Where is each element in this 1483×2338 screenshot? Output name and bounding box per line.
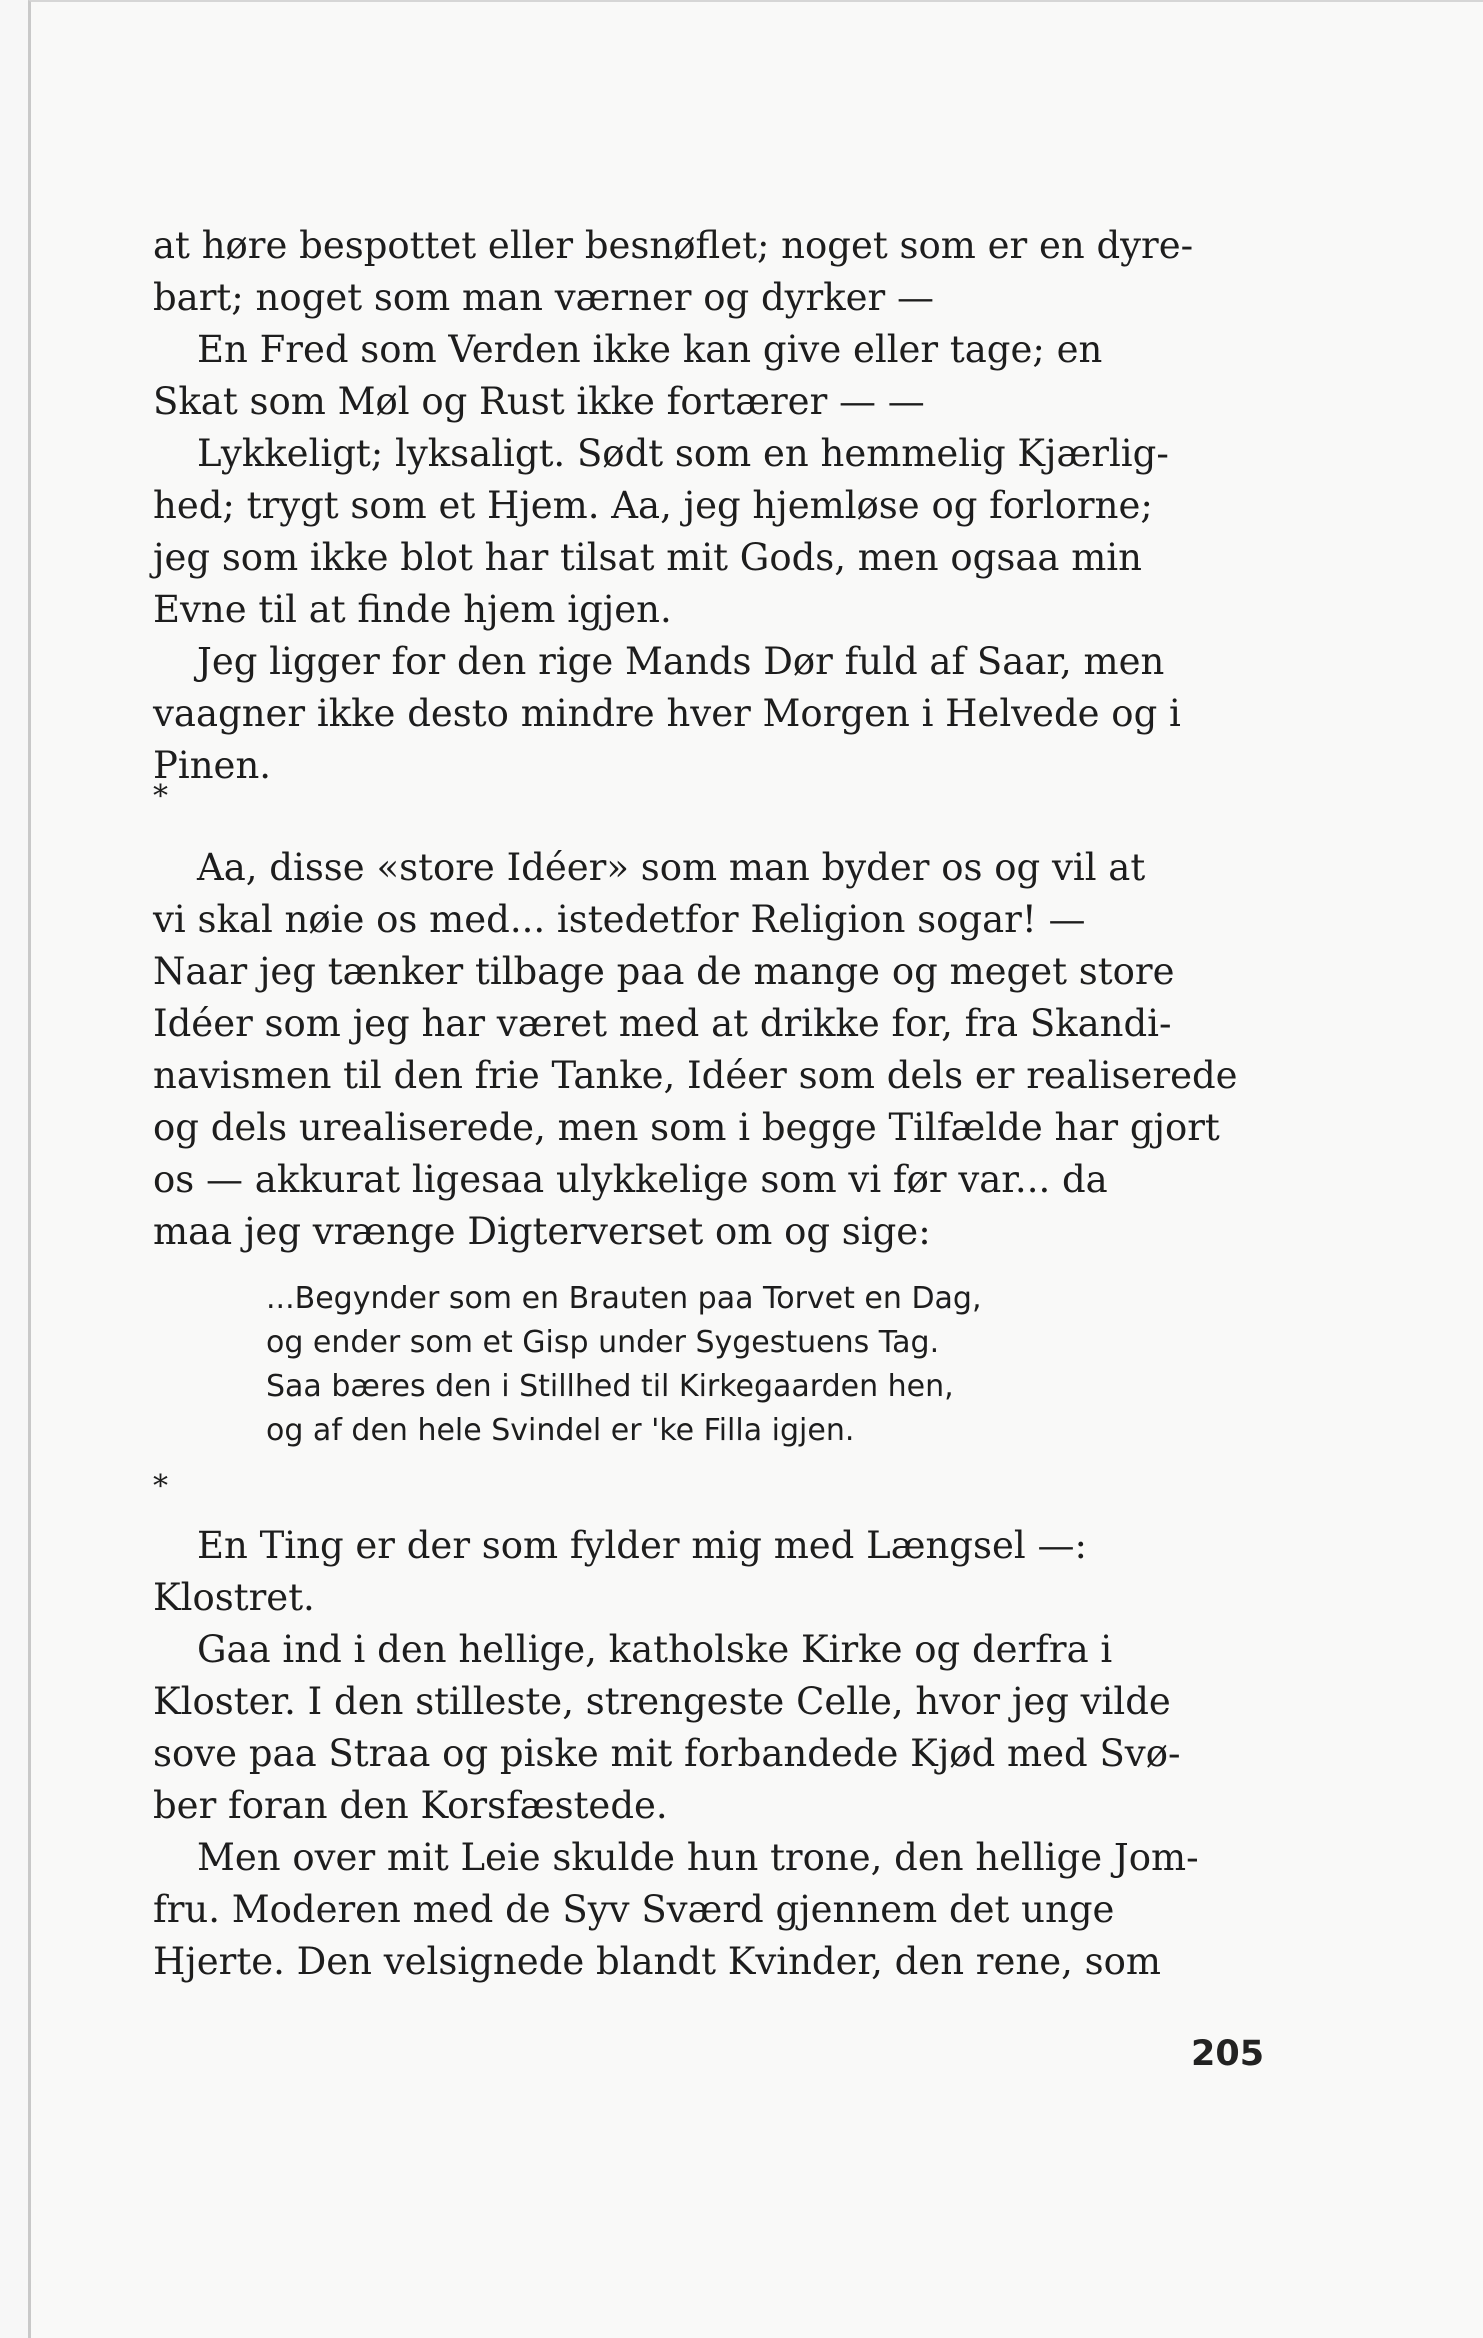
text-line: navismen til den frie Tanke, Idéer som dels er realiserede (153, 1054, 1238, 1097)
text-line: at høre bespottet eller besnøflet; noget som er en dyre- (153, 224, 1194, 267)
text-line: Klostret. (153, 1576, 315, 1619)
asterisk-separator: * (153, 779, 168, 814)
text-line: Idéer som jeg har været med at drikke for, fra Skandi- (153, 1002, 1172, 1045)
text-line: hed; trygt som et Hjem. Aa, jeg hjemløse og forlorne; (153, 484, 1153, 527)
text-line: fru. Moderen med de Syv Sværd gjennem det unge (153, 1888, 1115, 1931)
verse-line: og ender som et Gisp under Sygestuens Tag. (266, 1325, 940, 1360)
text-line: Lykkeligt; lyksaligt. Sødt som en hemmelig Kjærlig- (197, 432, 1169, 475)
text-line: Gaa ind i den hellige, katholske Kirke og derfra i (197, 1628, 1113, 1671)
text-line: bart; noget som man værner og dyrker — (153, 276, 934, 319)
paragraph-group-3 (153, 1520, 1263, 1988)
text-line: Aa, disse «store Idéer» som man byder os og vil at (197, 846, 1146, 889)
text-line: Skat som Møl og Rust ikke fortærer — — (153, 380, 925, 423)
book-page (28, 0, 1483, 2338)
text-line: Pinen. (153, 744, 272, 787)
text-line: og dels urealiserede, men som i begge Tilfælde har gjort (153, 1106, 1220, 1149)
text-line: Hjerte. Den velsignede blandt Kvinder, den rene, som (153, 1940, 1161, 1983)
section-separator (153, 1469, 1263, 1504)
text-line: En Fred som Verden ikke kan give eller tage; en (197, 328, 1103, 371)
verse-line: ...Begynder som en Brauten paa Torvet en Dag, (266, 1281, 982, 1316)
text-line: Kloster. I den stilleste, strengeste Celle, hvor jeg vilde (153, 1680, 1171, 1723)
text-line: Evne til at finde hjem igjen. (153, 588, 672, 631)
text-line: En Ting er der som fylder mig med Længsel —: (197, 1524, 1087, 1567)
text-line: vi skal nøie os med... istedetfor Religion sogar! — (153, 898, 1086, 941)
text-line: vaagner ikke desto mindre hver Morgen i Helvede og i (153, 692, 1181, 735)
verse-line: Saa bæres den i Stillhed til Kirkegaarden hen, (266, 1369, 954, 1404)
text-line: sove paa Straa og piske mit forbandede Kjød med Svø- (153, 1732, 1181, 1775)
text-line: maa jeg vrænge Digterverset om og sige: (153, 1210, 931, 1253)
asterisk-separator: * (153, 1469, 168, 1504)
text-line: os — akkurat ligesaa ulykkelige som vi før var... da (153, 1158, 1108, 1201)
verse-line: og af den hele Svindel er 'ke Filla igjen. (266, 1413, 855, 1448)
text-line: Naar jeg tænker tilbage paa de mange og meget store (153, 950, 1175, 993)
verse-quote (266, 1277, 1186, 1453)
page-number: 205 (1191, 2034, 1265, 2074)
text-line: jeg som ikke blot har tilsat mit Gods, men ogsaa min (153, 536, 1142, 579)
text-line: Men over mit Leie skulde hun trone, den hellige Jom- (197, 1836, 1199, 1879)
text-line: ber foran den Korsfæstede. (153, 1784, 668, 1827)
paragraph-group-2 (153, 842, 1263, 1258)
section-separator (153, 779, 1263, 814)
paragraph-group-1 (153, 220, 1263, 792)
text-line: Jeg ligger for den rige Mands Dør fuld af Saar, men (197, 640, 1165, 683)
